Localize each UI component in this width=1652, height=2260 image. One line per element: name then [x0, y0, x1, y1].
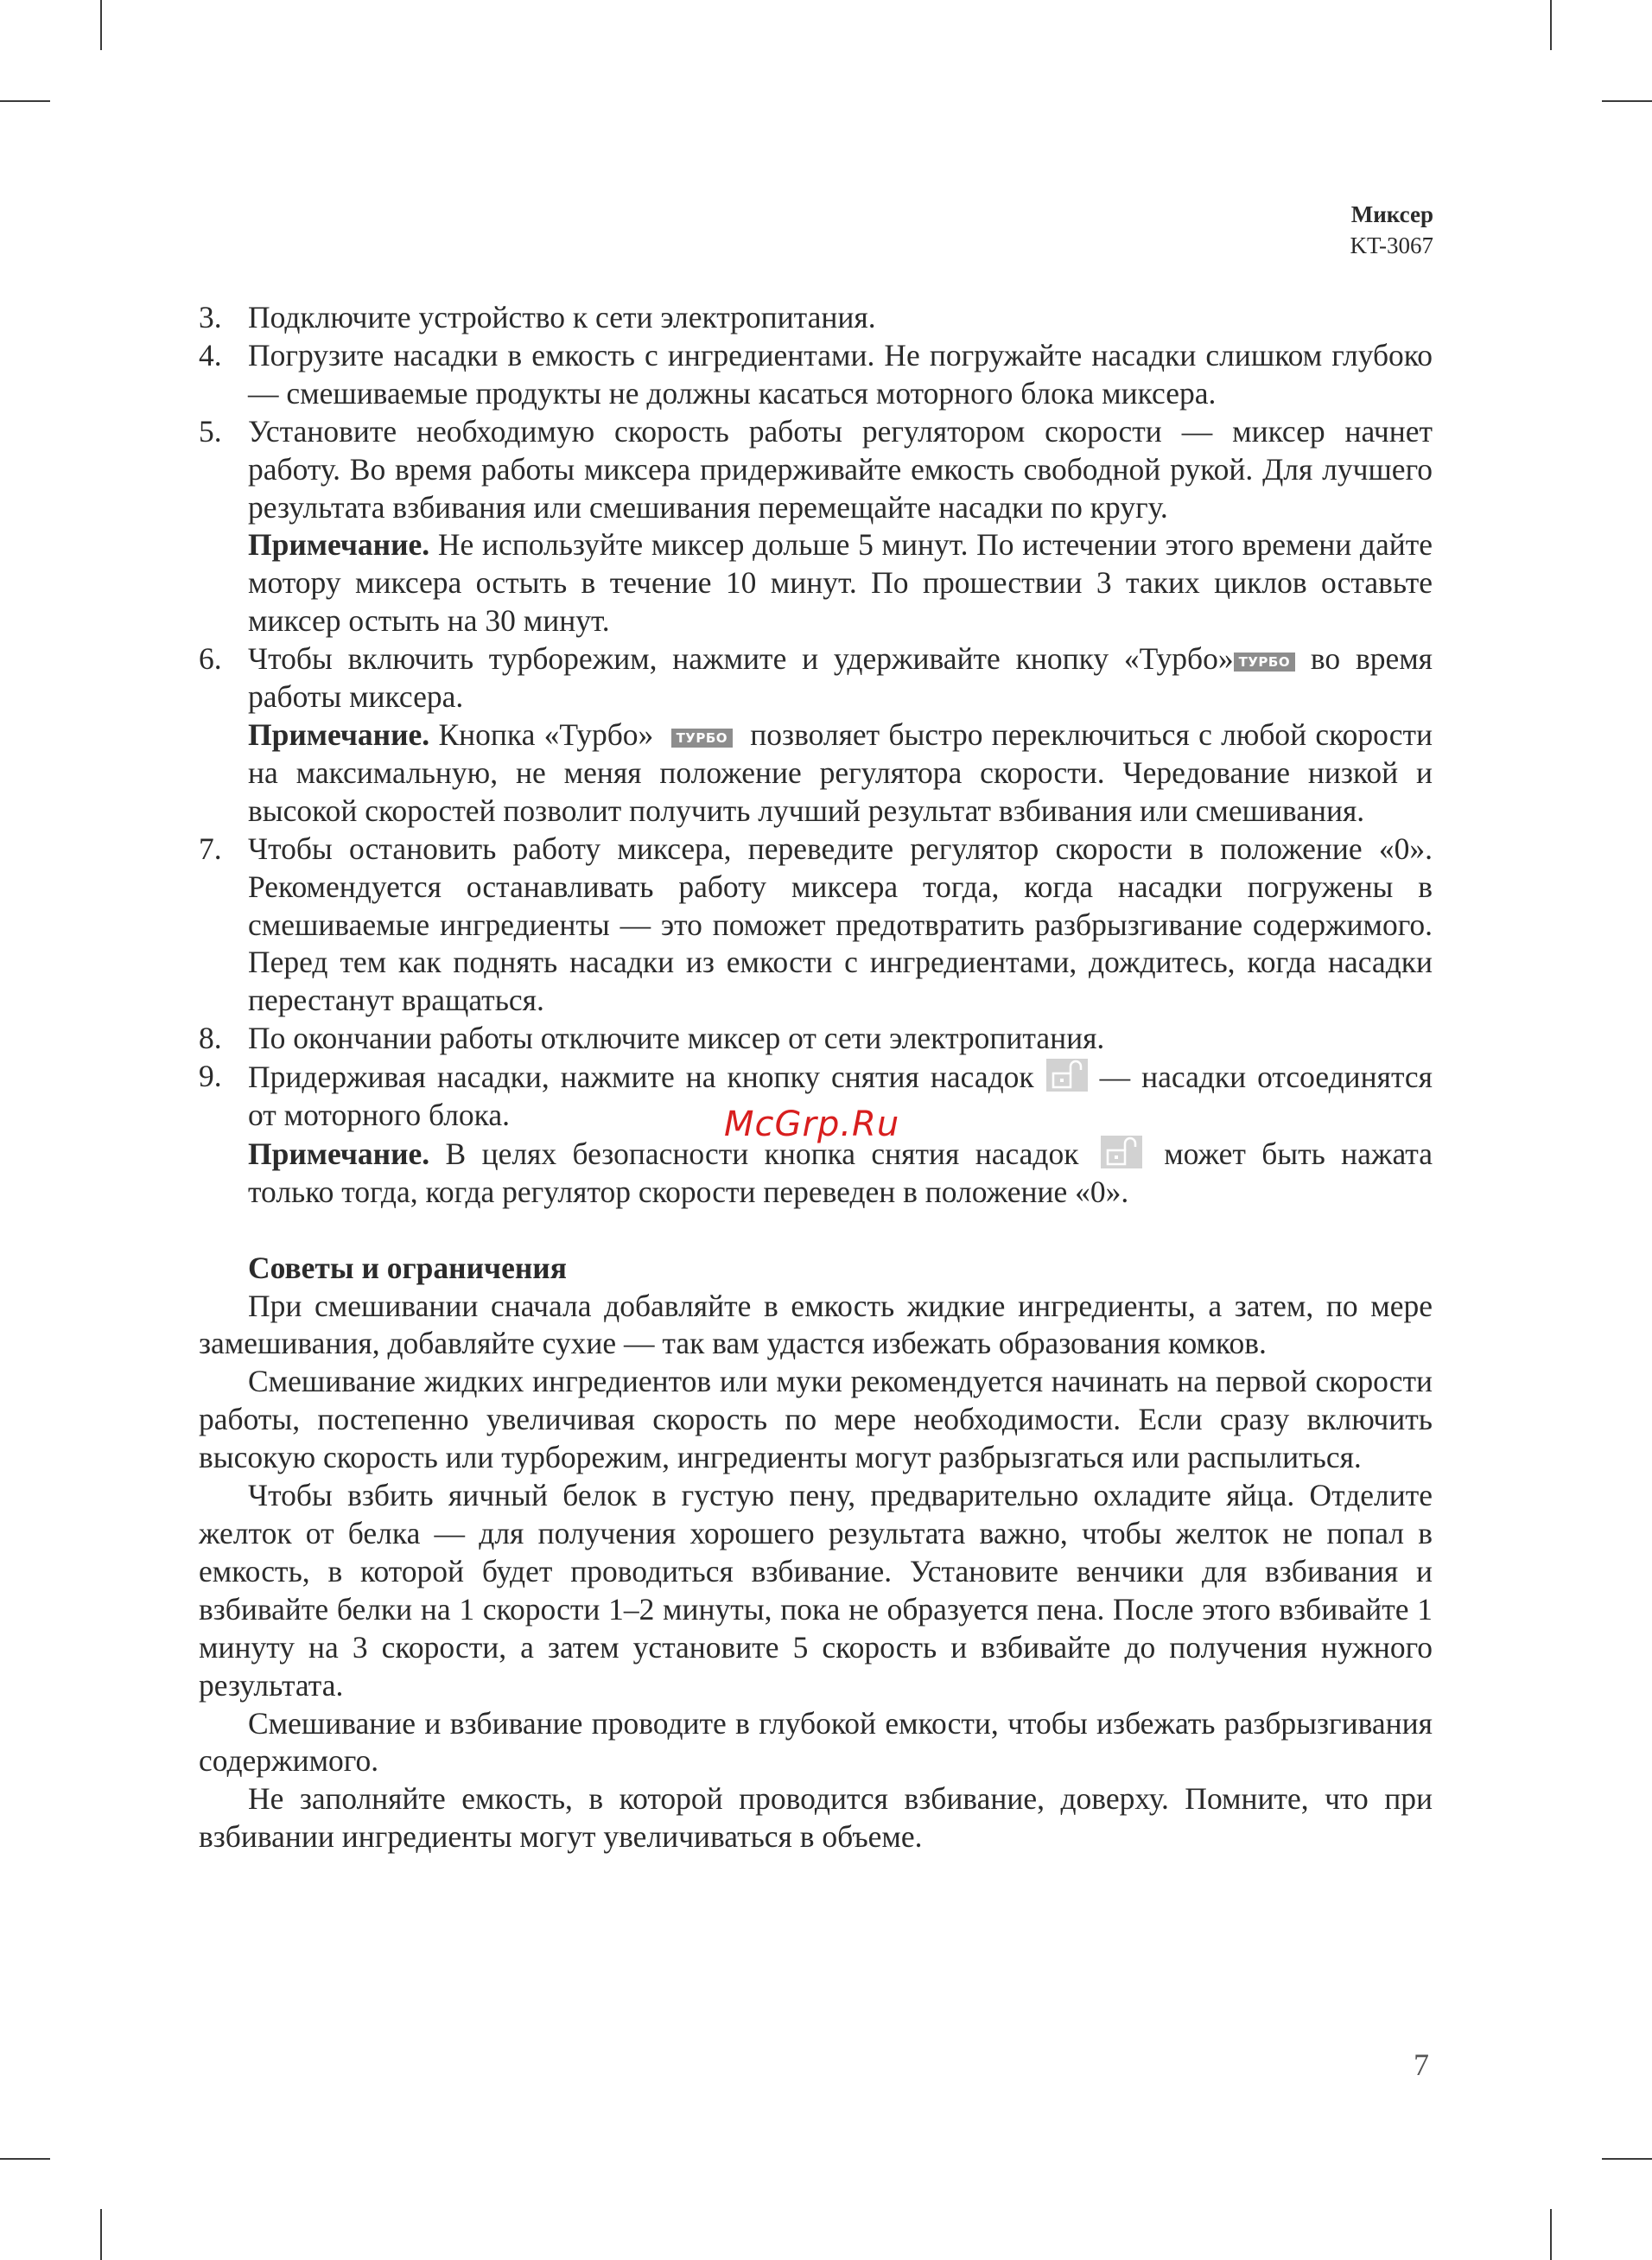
unlock-icon: [1045, 1058, 1089, 1092]
crop-mark: [0, 100, 50, 102]
crop-mark: [1602, 100, 1652, 102]
item-number: 8.: [199, 1021, 222, 1056]
crop-mark: [1550, 0, 1552, 50]
list-item: [199, 831, 1433, 1021]
paragraph: Не заполняйте емкость, в которой проводится взбивание, доверху. Помните, что при взбивании ингредиенты могут увеличиваться в объеме.: [199, 1781, 1433, 1855]
item-number: 3.: [199, 300, 222, 334]
watermark: McGrp.Ru: [724, 1105, 900, 1144]
crop-mark: [1550, 2209, 1552, 2260]
item-number: 5.: [199, 413, 222, 449]
crop-mark: [100, 0, 102, 50]
list-item: [199, 413, 1433, 640]
item-text: Погрузите насадки в емкость с ингредиентами. Не погружайте насадки слишком глубоко — смешиваемые продукты не должны касаться моторного блока миксера.: [248, 337, 1433, 411]
item-text-part: Чтобы включить турборежим, нажмите и удерживайте кнопку «Турбо»: [248, 641, 1234, 677]
item-text: Чтобы остановить работу миксера, переведите регулятор скорости в положение «0». Рекомендуется останавливать работу миксера тогда, когда насадки погружены в смешиваемые ингредиенты — это поможет предотвратить разбрызгивание содержимого. Перед тем как поднять насадки из емкости с ингредиентами, дождитесь, когда насадки перестанут вращаться.: [248, 831, 1433, 1018]
list-item: [199, 337, 1433, 413]
paragraph: При смешивании сначала добавляйте в емкость жидкие ингредиенты, а затем, по мере замешивания, добавляйте сухие — так вам удастся избежать образования комков.: [199, 1288, 1433, 1361]
item-number: 7.: [199, 831, 222, 866]
list-item: [199, 1020, 1433, 1058]
item-text-part: Придерживая насадки, нажмите на кнопку снятия насадок: [248, 1060, 1034, 1095]
note-text-part: Кнопка «Турбо»: [438, 716, 654, 752]
note-text: Не используйте миксер дольше 5 минут. По истечении этого времени дайте мотору миксера остыть в течение 10 минут. По прошествии 3 таких циклов оставьте миксер остыть на 30 минут.: [248, 527, 1433, 639]
page-number: 7: [1414, 2047, 1429, 2082]
note-label: Примечание.: [248, 716, 430, 752]
section-title: Советы и ограничения: [248, 1250, 567, 1285]
note-label: Примечание.: [248, 527, 430, 563]
unlock-icon: [1100, 1135, 1143, 1169]
list-item: [199, 640, 1433, 831]
note-text-part: позволяет быстро переключиться с любой скорости на максимальную, не меняя положение регулятора скорости. Чередование низкой и высокой скоростей позволит получить лучший результат взбивания или смешивания.: [248, 716, 1433, 828]
item-note: [248, 526, 1433, 640]
crop-mark: [0, 2158, 50, 2160]
item-number: 6.: [199, 641, 222, 677]
header-model: KT-3067: [1350, 232, 1433, 258]
paragraph: Смешивание и взбивание проводите в глубокой емкости, чтобы избежать разбрызгивания содержимого.: [199, 1705, 1433, 1779]
header-title: Миксер: [1350, 201, 1433, 227]
turbo-badge-icon: ТУРБО: [1234, 653, 1295, 672]
item-note: [248, 1135, 1433, 1212]
item-number: 4.: [199, 337, 222, 372]
item-text: По окончании работы отключите миксер от сети электропитания.: [248, 1021, 1105, 1056]
turbo-badge-icon: ТУРБО: [671, 729, 733, 748]
note-text-part: может быть нажата только тогда, когда регулятор скорости переведен в положение «0».: [248, 1136, 1433, 1209]
note-text-part: В целях безопасности кнопка снятия насадок: [445, 1136, 1079, 1171]
main-content: [199, 299, 1433, 1856]
page-header: [1350, 199, 1433, 261]
list-item: [199, 299, 1433, 337]
crop-mark: [1602, 2158, 1652, 2160]
paragraph: Смешивание жидких ингредиентов или муки рекомендуется начинать на первой скорости работы, постепенно увеличивая скорость по мере необходимости. Если сразу включить высокую скорость или турборежим, ингредиенты могут разбрызгаться или распылиться.: [199, 1364, 1433, 1475]
item-number: 9.: [199, 1059, 222, 1094]
item-text: Подключите устройство к сети электропитания.: [248, 300, 876, 334]
item-text-part: — насадки отсоединятся от моторного блока.: [248, 1060, 1433, 1133]
item-text-part: во время работы миксера.: [248, 641, 1433, 715]
item-text: [248, 640, 1433, 716]
crop-mark: [100, 2209, 102, 2260]
item-note: [248, 716, 1433, 831]
item-text: Установите необходимую скорость работы регулятором скорости — миксер начнет работу. Во время работы миксера придерживайте емкость свободной рукой. Для лучшего результата взбивания или смешивания перемещайте насадки по кругу.: [248, 413, 1433, 525]
note-label: Примечание.: [248, 1136, 430, 1171]
paragraph: Чтобы взбить яичный белок в густую пену, предварительно охладите яйца. Отделите желток от белка — для получения хорошего результата важно, чтобы желток не попал в емкость, в которой будет проводиться взбивание. Установите венчики для взбивания и взбивайте белки на 1 скорости 1–2 минуты, пока не образуется пена. После этого взбивайте 1 минуту на 3 скорости, а затем установите 5 скорость и взбивайте до получения нужного результата.: [199, 1478, 1433, 1703]
